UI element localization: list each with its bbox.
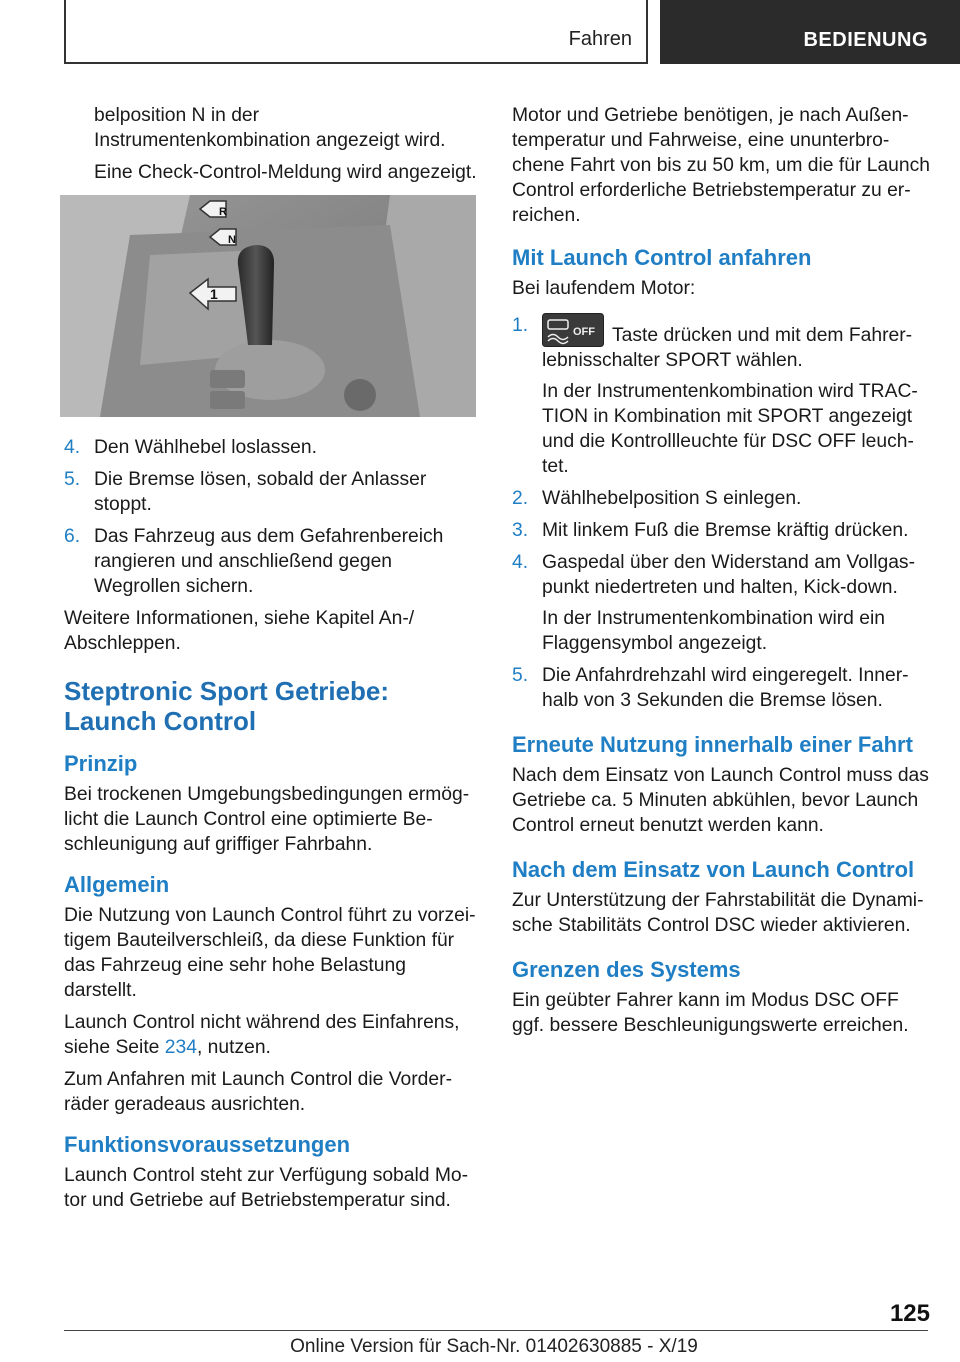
more-info-paragraph: Weitere Informationen, siehe Kapitel An-/ Abschleppen. — [64, 608, 415, 654]
heading-erneute-nutzung: Erneute Nutzung innerhalb einer Fahrt — [512, 732, 913, 757]
step-text: Die Bremse lösen, sobald der Anlasser stoppt. — [94, 469, 427, 515]
allgemein-paragraph-2: Launch Control nicht während des Einfahrens, siehe Seite 234, nutzen. — [64, 1012, 460, 1058]
allgemein-paragraph-3: Zum Anfahren mit Launch Control die Vorderräder geradeaus ausrichten. — [64, 1069, 452, 1115]
step-number: 1. — [512, 315, 529, 336]
grenzen-paragraph: Ein geübter Fahrer kann im Modus DSC OFF ggf. bessere Beschleunigungswerte erreichen. — [512, 990, 909, 1036]
step-text: Wählhebelposition S einlegen. — [542, 488, 802, 509]
intro-paragraph-1: belposition N in der Instrumentenkombination angezeigt wird. — [94, 105, 446, 151]
dsc-off-button-icon — [542, 313, 604, 347]
allgemein-paragraph-1: Die Nutzung von Launch Control führt zu vorzeitigem Bauteilverschleiß, da diese Funktion für das Fahrzeug eine sehr hohe Belastung darstellt. — [64, 905, 476, 1001]
step-subtext: In der Instrumentenkombination wird TRACTION in Kombination mit SPORT angezeigt und die Kontrollleuchte für DSC OFF leuchtet. — [542, 381, 918, 477]
page-reference-link[interactable]: 234 — [164, 1037, 197, 1058]
heading-prinzip: Prinzip — [64, 751, 138, 776]
nach-dem-einsatz-paragraph: Zur Unterstützung der Fahrstabilität die Dynamische Stabilitäts Control DSC wieder aktivieren. — [512, 890, 924, 936]
list-item — [512, 486, 932, 511]
gear-selector-illustration — [60, 195, 476, 417]
header-section-box — [64, 0, 648, 64]
list-item — [64, 467, 478, 517]
step-text: Mit linkem Fuß die Bremse kräftig drücken. — [542, 520, 909, 541]
step-number: 3. — [512, 520, 529, 541]
left-step-list — [64, 435, 478, 599]
header-chapter-label: BEDIENUNG — [803, 29, 928, 51]
figure-label-n: N — [228, 234, 236, 246]
list-item — [512, 518, 932, 543]
list-item — [64, 435, 478, 460]
right-step-list — [512, 313, 932, 713]
anfahren-intro: Bei laufendem Motor: — [512, 278, 696, 299]
step-number: 5. — [64, 469, 81, 490]
step-text: Gaspedal über den Widerstand am Vollgaspunkt niedertreten und halten, Kick-down. — [542, 552, 915, 598]
heading-grenzen: Grenzen des Systems — [512, 957, 741, 982]
list-item — [512, 663, 932, 713]
list-item — [512, 550, 932, 656]
left-column — [64, 103, 478, 1220]
header-chapter-tab — [660, 0, 960, 64]
header-section-label: Fahren — [568, 28, 632, 50]
prinzip-paragraph: Bei trockenen Umgebungsbedingungen ermöglicht die Launch Control eine optimierte Beschleunigung auf griffiger Fahrbahn. — [64, 784, 470, 855]
step-text: Den Wählhebel loslassen. — [94, 437, 317, 458]
voraussetzungen-paragraph: Launch Control steht zur Verfügung sobald Motor und Getriebe auf Betriebstemperatur sind. — [64, 1165, 469, 1211]
footer-text: Online Version für Sach-Nr. 01402630885 - X/19 — [290, 1336, 698, 1357]
step-number: 4. — [512, 552, 529, 573]
list-item — [64, 524, 478, 599]
footer-divider — [64, 1330, 928, 1331]
step-number: 4. — [64, 437, 81, 458]
step-text: Taste drücken und mit dem Fahrerlebnisschalter SPORT wählen. — [542, 325, 913, 371]
heading-allgemein: Allgemein — [64, 872, 170, 897]
list-item — [512, 313, 932, 479]
step-subtext: In der Instrumentenkombination wird ein Flaggensymbol angezeigt. — [542, 608, 885, 654]
step-text: Die Anfahrdrehzahl wird eingeregelt. Innerhalb von 3 Sekunden die Bremse lösen. — [542, 665, 909, 711]
step-number: 5. — [512, 665, 529, 686]
page-number: 125 — [889, 1300, 930, 1327]
step-number: 6. — [64, 526, 81, 547]
section-title: Steptronic Sport Getriebe: Launch Control — [64, 676, 390, 736]
step-number: 2. — [512, 488, 529, 509]
heading-funktionsvoraussetzungen: Funktionsvoraussetzungen — [64, 1132, 351, 1157]
svg-text:OFF: OFF — [573, 326, 595, 338]
figure-label-1: 1 — [210, 286, 218, 302]
heading-launch-control-anfahren: Mit Launch Control anfahren — [512, 245, 812, 270]
erneute-nutzung-paragraph: Nach dem Einsatz von Launch Control muss das Getriebe ca. 5 Minuten abkühlen, bevor Launch Control erneut benutzt werden kann. — [512, 765, 929, 836]
intro-paragraph-2: Eine Check-Control-Meldung wird angezeigt. — [94, 162, 477, 183]
figure-label-r: R — [219, 206, 227, 218]
right-column — [512, 103, 932, 1045]
right-intro-paragraph: Motor und Getriebe benötigen, je nach Außentemperatur und Fahrweise, eine ununterbrochene Fahrt von bis zu 50 km, um die für Launch Control erforderliche Betriebstemperatur zu erreichen. — [512, 105, 930, 226]
heading-nach-dem-einsatz: Nach dem Einsatz von Launch Control — [512, 857, 915, 882]
step-text: Das Fahrzeug aus dem Gefahrenbereich rangieren und anschließend gegen Wegrollen sichern. — [94, 526, 444, 597]
